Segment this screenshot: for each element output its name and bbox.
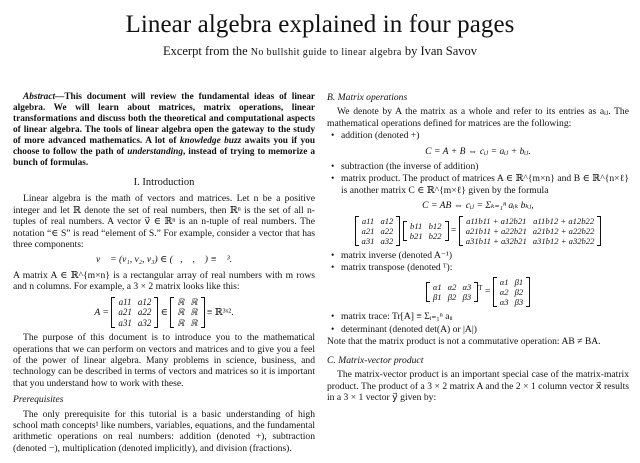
matrix-cell: ℝ: [190, 296, 198, 307]
matrix-cell: a31: [118, 317, 132, 328]
list-item-determinant: • determinant (denoted det(A) or |A|): [327, 324, 629, 335]
matrix-cell: a11: [361, 215, 375, 226]
matrix-cell: a11: [118, 296, 132, 307]
addition-equation: C = A + B ⇔ cᵢⱼ = aᵢⱼ + bᵢⱼ.: [425, 145, 531, 157]
matrix-cell: a22: [380, 225, 394, 236]
abstract-emphasis: understanding: [127, 147, 183, 157]
abstract-label: Abstract: [23, 92, 56, 102]
matrix-cell: b21: [409, 230, 423, 241]
matrix-cell: ℝ: [177, 317, 185, 328]
matrix-operations-intro: We denote by A the matrix as a whole and refer to its entries as aᵢⱼ. The mathematical operations defined for matrices are the following:: [327, 106, 629, 129]
transpose-matrix-rhs: [493, 277, 530, 307]
transpose-matrix-lhs: [426, 282, 478, 302]
matrix-cell: β1: [514, 277, 524, 288]
list-item-addition: • addition (denoted +): [327, 130, 629, 141]
matrix-cell: ℝ: [190, 317, 198, 328]
matrix-cell: b22: [428, 230, 442, 241]
matrix-equation-rhs: ≡ ℝ³ˣ².: [206, 306, 234, 318]
subtitle-author: by Ivan Savov: [401, 44, 478, 58]
matrix-vector-paragraph: The matrix-vector product is an important special case of the matrix-matrix product. The product of a 3 × 2 matrix A and the 2 × 1 column vector x⃗ results in a 3 × 1 vector y⃗ given by:: [327, 369, 629, 403]
vector-equation: v⃗ = (v₁, v₂, v₃) ∈ (ℝ, ℝ, ℝ) ≡ ℝ³.: [95, 254, 233, 266]
commutativity-note: Note that the matrix product is not a commutative operation: AB ≠ BA.: [327, 336, 601, 348]
matrix-a: [111, 297, 158, 329]
matrix-cell: β3: [462, 292, 472, 303]
matrix-cell: β2: [447, 292, 457, 303]
list-item-matrix-product: • matrix product. The product of matrices A ∈ ℝ^{m×n} and B ∈ ℝ^{n×ℓ} is another matrix C ∈ ℝ^{m×ℓ} given by the formula: [327, 173, 629, 196]
matrix-cell: ℝ: [190, 307, 198, 318]
transpose-example: α1 α2 α3 β1 β2 β3 $^T$ = α1 β1 α2 β2 α3 β3: [327, 277, 629, 307]
subsection-heading-matrix-operations: B. Matrix operations: [327, 92, 408, 103]
subsection-heading-matrix-vector-product: C. Matrix-vector product: [327, 354, 424, 366]
subtitle-prefix: Excerpt from the: [162, 44, 251, 58]
matrix-definition-paragraph: A matrix A ∈ ℝ^{m×n} is a rectangular array of real numbers with m rows and n columns. For example, a 3 × 2 matrix looks like this:: [13, 269, 315, 293]
right-column: [327, 92, 629, 403]
matrix-cell: a12: [137, 296, 152, 307]
product-matrix-a: [355, 216, 401, 246]
matrix-cell: ℝ: [177, 307, 185, 318]
left-column: [13, 92, 315, 454]
matrix-cell: a32: [380, 235, 394, 246]
matrix-cell: b11: [410, 220, 423, 231]
list-item-transpose: • matrix transpose (denoted ᵀ):: [327, 262, 629, 273]
intro-paragraph: Linear algebra is the math of vectors and matrices. Let n be a positive integer and let ℝ denote the set of real numbers, then ℝⁿ is the set of all n-tuples of real numbers. A vector v⃗ ∈ ℝⁿ is an n-tuple of real numbers. The notation “∈ S” is read “element of S.” For example, consider a vector that has three components:: [13, 193, 315, 251]
matrix-cell: a12: [380, 215, 394, 226]
element-of-symbol: ∈: [160, 306, 168, 318]
abstract: [13, 92, 315, 169]
matrix-cell: a11b12 + a12b22: [533, 215, 595, 226]
matrix-cell: β3: [514, 297, 524, 308]
prerequisites-paragraph: The only prerequisite for this tutorial is a basic understanding of high school math concepts¹ like numbers, variables, equations, and the fundamental arithmetic operations on real numbers: addition (denoted +), subtraction (denoted −), multiplication (denoted implicitly), and division (fractions).: [13, 408, 315, 454]
matrix-equation-lhs: A =: [94, 306, 109, 318]
matrix-r: [170, 297, 204, 329]
matrix-cell: β2: [514, 287, 524, 298]
matrix-cell: α1: [499, 277, 509, 288]
product-matrix-b: [403, 221, 449, 241]
abstract-text: —This document will review the fundamental ideas of linear algebra. We will learn about matrices, matrix operations, linear transformations and discuss both the theoretical and computational aspects of linear algebra. The tools of linear algebra open the gateway to the study of more advanced mathematics. A lot of: [13, 92, 315, 146]
list-item-trace: • matrix trace: Tr[A] ≡ Σᵢ₌₁ⁿ aᵢᵢ: [327, 311, 629, 322]
matrix-cell: α2: [447, 282, 457, 293]
section-heading-introduction: I. Introduction: [133, 177, 195, 188]
matrix-cell: a21: [361, 225, 375, 236]
matrix-cell: a31b11 + a32b21: [465, 235, 527, 246]
matrix-cell: α3: [462, 282, 472, 293]
matrix-cell: a31: [361, 235, 375, 246]
subsection-heading-prerequisites: Prerequisites: [13, 394, 64, 406]
matrix-cell: β1: [432, 292, 442, 303]
matrix-cell: α1: [432, 282, 442, 293]
matrix-cell: b12: [428, 220, 442, 231]
matrix-equation: [13, 297, 315, 329]
matrix-cell: a22: [137, 307, 152, 318]
abstract-text: , instead of trying to memorize a bunch of formulas.: [13, 147, 315, 168]
matrix-cell: α2: [499, 287, 509, 298]
matrix-cell: a32: [137, 317, 152, 328]
matrix-cell: ℝ: [177, 296, 185, 307]
matrix-cell: a21b11 + a22b21: [465, 225, 527, 236]
matrix-cell: α3: [499, 297, 509, 308]
paper-subtitle: [0, 44, 640, 60]
paper-title: Linear algebra explained in four pages: [125, 11, 515, 38]
abstract-emphasis: knowledge buzz: [179, 136, 242, 146]
product-equation: C = AB ⇔ cᵢⱼ = Σₖ₌₁ⁿ aᵢₖ bₖⱼ,: [422, 200, 534, 212]
purpose-paragraph: The purpose of this document is to introduce you to the mathematical operations that we can perform on vectors and matrices and to give you a feel of the power of linear algebra. Many problems in science, business, and technology can be described in terms of vectors and matrices so it is important that you understand how to work with these.: [13, 332, 315, 389]
matrix-cell: a11b11 + a12b21: [466, 215, 527, 226]
list-item-subtraction: • subtraction (the inverse of addition): [327, 161, 629, 172]
subtitle-book-name: No bullshit guide to linear algebra: [250, 47, 402, 58]
abstract-text: awaits you if you choose to follow the path of: [13, 136, 316, 157]
product-example: a11 a12 a21 a22 a31 a32 b11 b12 b21 b22 = a11b11 + a12b21 a11b12 + a12b22 a21b11 + a22b21 a21b12 + a22b22 a31b11 + a32b21 a31b12 + a32b22: [327, 216, 629, 246]
product-matrix-c: [459, 216, 602, 246]
matrix-cell: a31b12 + a32b22: [532, 235, 595, 246]
matrix-cell: a21: [118, 307, 132, 318]
matrix-cell: a21b12 + a22b22: [532, 225, 595, 236]
list-item-inverse: • matrix inverse (denoted A⁻¹): [327, 250, 629, 261]
